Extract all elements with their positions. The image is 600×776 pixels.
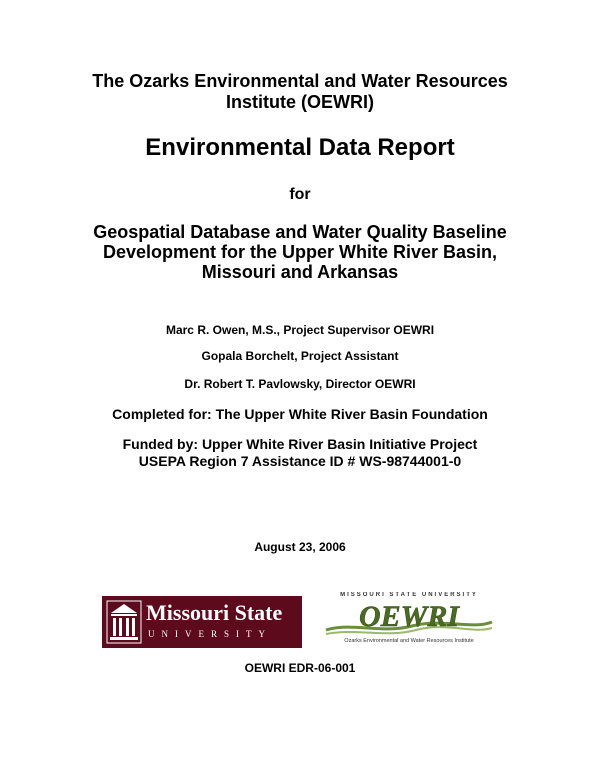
oewri-logo [320, 592, 498, 648]
project-title-line-1: Geospatial Database and Water Quality Baseline [93, 222, 507, 242]
completed-for: Completed for: The Upper White River Basin Foundation [112, 406, 488, 422]
project-title [0, 222, 600, 282]
institute-line-1: The Ozarks Environmental and Water Resources [92, 71, 508, 91]
report-title: Environmental Data Report [145, 134, 455, 161]
oewri-logo-top-text: MISSOURI STATE UNIVERSITY [340, 592, 478, 598]
funding-info [0, 436, 600, 470]
for-label: for [289, 186, 311, 203]
university-building-icon [106, 600, 142, 644]
report-date: August 23, 2006 [254, 540, 346, 554]
missouri-state-logo [102, 596, 302, 648]
author-project-supervisor: Marc R. Owen, M.S., Project Supervisor OEWRI [165, 323, 435, 337]
oewri-wordmark: OEWRI [358, 600, 460, 633]
author-project-assistant: Gopala Borchelt, Project Assistant [201, 349, 399, 363]
msu-logo-name: Missouri State [146, 600, 283, 625]
oewri-logo-bottom-text: Ozarks Environmental and Water Resources Institute [344, 638, 474, 644]
oewri-wordmark-graphic [322, 600, 496, 638]
msu-logo-subtitle: UNIVERSITY [148, 629, 272, 639]
funded-by: Funded by: Upper White River Basin Initiative Project [122, 436, 478, 452]
project-title-line-3: Missouri and Arkansas [201, 262, 399, 282]
author-director: Dr. Robert T. Pavlowsky, Director OEWRI [184, 377, 416, 391]
report-id: OEWRI EDR-06-001 [244, 661, 356, 675]
assistance-id: USEPA Region 7 Assistance ID # WS-98744001-0 [138, 453, 462, 469]
institute-name [0, 71, 600, 113]
project-title-line-2: Development for the Upper White River Basin, [102, 242, 498, 262]
institute-line-2: Institute (OEWRI) [226, 92, 374, 112]
